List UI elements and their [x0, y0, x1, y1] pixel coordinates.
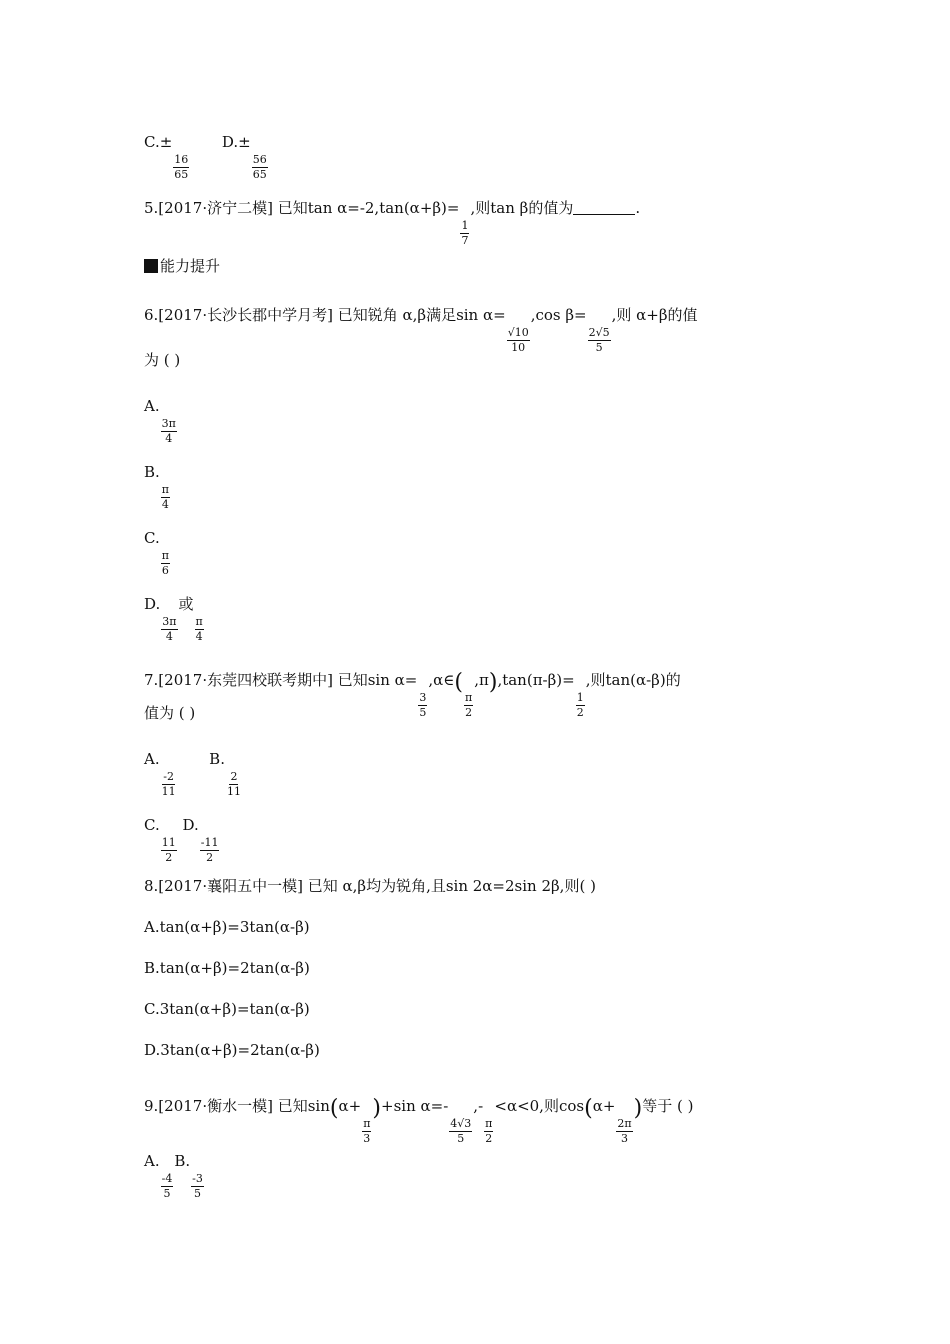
fraction-denominator: 2	[576, 706, 584, 719]
q6-text-suffix: ,则 α+β的值	[611, 306, 698, 324]
fraction-denominator: 5	[163, 1187, 171, 1200]
fraction-numerator: π	[161, 549, 169, 562]
q5-text-suffix: ,则tan β的值为	[470, 199, 574, 217]
section-title: 能力提升	[160, 257, 221, 275]
fraction-numerator: 16	[174, 153, 189, 166]
fraction-denominator: 4	[165, 630, 173, 643]
option-label: C.	[144, 529, 160, 547]
q9-option-b-fraction	[191, 1172, 204, 1201]
fraction-denominator: 2	[465, 706, 473, 719]
option-label: A.	[144, 1152, 160, 1170]
q7-fraction-2	[464, 691, 473, 720]
q7-option-c-fraction	[161, 836, 177, 865]
q6-text-mid: ,cos β=	[530, 306, 587, 324]
q7-stem-line2: 值为 ( )	[144, 704, 196, 722]
fraction-denominator: 5	[457, 1132, 465, 1145]
q9-fraction-4	[616, 1117, 632, 1146]
q9-text-mid1: +sin α=-	[381, 1097, 449, 1115]
fraction-denominator: 10	[511, 341, 526, 354]
q6-option-a-fraction	[161, 417, 177, 446]
fraction-numerator: -4	[161, 1172, 173, 1185]
q6-option-d[interactable]	[144, 594, 205, 644]
q7-option-c[interactable]	[144, 816, 178, 864]
q7-options-ab	[144, 749, 243, 799]
option-label: D.	[182, 816, 199, 834]
fraction-numerator: 2	[230, 770, 238, 783]
q7-text-prefix: 7.[2017·东莞四校联考期中] 已知sin α=	[144, 671, 418, 689]
fraction-denominator: 2	[485, 1132, 493, 1145]
q4-option-c-fraction	[173, 153, 189, 182]
section-heading	[144, 256, 220, 276]
q8-option-a[interactable]: A.tan(α+β)=3tan(α-β)	[144, 918, 310, 936]
q9-text-suffix: 等于 ( )	[642, 1097, 694, 1115]
fraction-denominator: 5	[595, 341, 603, 354]
option-label: B.	[209, 750, 225, 768]
q8-option-d[interactable]: D.3tan(α+β)=2tan(α-β)	[144, 1041, 320, 1059]
fraction-numerator: 11	[161, 836, 176, 849]
fraction-denominator: 11	[161, 785, 176, 798]
q7-fraction-3	[576, 691, 585, 720]
fraction-denominator: 5	[419, 706, 427, 719]
fraction-denominator: 5	[193, 1187, 201, 1200]
q7-text-suffix: ,则tan(α-β)的	[585, 671, 681, 689]
fraction-numerator: 3π	[161, 417, 176, 430]
q6-fraction-2	[588, 326, 611, 355]
q7-fraction-1	[418, 691, 427, 720]
q4-option-c-label: C.	[144, 133, 160, 151]
fraction-denominator: 4	[195, 630, 203, 643]
q6-text-prefix: 6.[2017·长沙长郡中学月考] 已知锐角 α,β满足sin α=	[144, 306, 506, 324]
q6-stem	[144, 305, 698, 355]
fraction-denominator: 65	[252, 168, 267, 181]
fraction-numerator: 3	[419, 691, 427, 704]
fraction-numerator: 1	[576, 691, 584, 704]
fraction-denominator: 7	[461, 234, 469, 247]
q9-fraction-1	[362, 1117, 371, 1146]
fraction-denominator: 11	[226, 785, 241, 798]
fraction-numerator: 4√3	[450, 1117, 472, 1130]
q6-option-d-fraction-2	[195, 615, 204, 644]
q9-alpha-plus: α+	[592, 1097, 616, 1115]
q6-option-b[interactable]	[144, 462, 171, 512]
q7-text-mid2: ,π	[474, 671, 489, 689]
left-paren: (	[329, 1096, 339, 1121]
q6-option-d-fraction-1	[161, 615, 177, 644]
fraction-denominator: 6	[161, 564, 169, 577]
fraction-denominator: 3	[621, 1132, 628, 1145]
q6-option-c-fraction	[161, 549, 170, 578]
fraction-numerator: √10	[507, 326, 529, 339]
q9-option-a-fraction	[161, 1172, 174, 1201]
right-paren: )	[633, 1096, 643, 1121]
q8-option-b[interactable]: B.tan(α+β)=2tan(α-β)	[144, 959, 310, 977]
fraction-numerator: π	[161, 483, 170, 496]
fraction-numerator: -2	[163, 770, 174, 783]
q6-option-c[interactable]	[144, 528, 171, 578]
q9-fraction-3	[484, 1117, 493, 1146]
q8-stem: 8.[2017·襄阳五中一模] 已知 α,β均为锐角,且sin 2α=2sin 2β,则( )	[144, 877, 596, 895]
q5-text-prefix: 5.[2017·济宁二模] 已知tan α=-2,tan(α+β)=	[144, 199, 460, 217]
fraction-numerator: π	[464, 691, 473, 704]
q7-option-a[interactable]	[144, 750, 178, 798]
q4-option-d-label: D.	[221, 133, 239, 151]
option-label: A.	[144, 397, 160, 415]
q7-option-d[interactable]	[182, 816, 221, 864]
q4-options-cd	[144, 132, 269, 182]
fraction-numerator: π	[363, 1117, 371, 1130]
q5-text-end: .	[635, 199, 641, 217]
q7-option-b[interactable]	[209, 750, 243, 798]
q5-stem	[144, 198, 640, 248]
option-label: A.	[144, 750, 160, 768]
option-label: B.	[144, 463, 160, 481]
right-paren: )	[372, 1096, 382, 1121]
fraction-denominator: 2	[165, 851, 173, 864]
q9-option-b[interactable]	[174, 1152, 205, 1200]
q5-answer-blank[interactable]	[573, 200, 635, 215]
fraction-denominator: 65	[174, 168, 189, 181]
q9-fraction-2	[449, 1117, 472, 1146]
q5-fraction	[460, 219, 469, 248]
left-paren: (	[454, 670, 463, 695]
q9-options-ab	[144, 1151, 205, 1201]
q9-text-prefix: 9.[2017·衡水一模] 已知sin	[144, 1097, 330, 1115]
fraction-numerator: 3π	[162, 615, 177, 628]
q9-stem	[144, 1096, 693, 1146]
q9-text-mid3: <α<0,则cos	[494, 1097, 585, 1115]
q9-alpha-plus: α+	[338, 1097, 362, 1115]
fraction-numerator: 2√5	[588, 326, 610, 339]
q7-stem	[144, 670, 681, 720]
q6-option-a[interactable]	[144, 396, 178, 446]
black-square-icon	[144, 259, 158, 273]
fraction-denominator: 3	[363, 1132, 371, 1145]
q4-option-d-fraction	[252, 153, 268, 182]
fraction-denominator: 4	[161, 498, 169, 511]
fraction-numerator: -3	[192, 1172, 203, 1185]
q4-option-c-sign: ±	[159, 133, 173, 151]
fraction-numerator: 1	[461, 219, 469, 232]
q6-option-d-or: 或	[178, 595, 194, 613]
right-paren: )	[488, 670, 498, 695]
option-label: D.	[144, 595, 161, 613]
q4-option-d-sign: ±	[238, 133, 251, 151]
fraction-denominator: 2	[206, 851, 214, 864]
q7-options-cd	[144, 815, 220, 865]
q8-option-c[interactable]: C.3tan(α+β)=tan(α-β)	[144, 1000, 310, 1018]
q9-text-mid2: ,-	[473, 1097, 484, 1115]
fraction-denominator: 4	[165, 432, 173, 445]
q7-option-d-fraction	[200, 836, 220, 865]
q6-option-b-fraction	[161, 483, 170, 512]
q7-option-b-fraction	[226, 770, 242, 799]
q7-option-a-fraction	[161, 770, 177, 799]
fraction-numerator: -11	[200, 836, 219, 849]
fraction-numerator: π	[195, 615, 203, 628]
fraction-numerator: π	[485, 1117, 493, 1130]
q9-option-a[interactable]	[144, 1152, 174, 1200]
q6-stem-line2: 为 ( )	[144, 351, 181, 369]
q6-fraction-1	[507, 326, 530, 355]
fraction-numerator: 56	[252, 153, 267, 166]
option-label: B.	[174, 1152, 191, 1170]
left-paren: (	[584, 1096, 593, 1121]
q7-text-mid1: ,α∈	[428, 671, 455, 689]
q7-text-mid3: ,tan(π-β)=	[497, 671, 575, 689]
fraction-numerator: 2π	[617, 1117, 632, 1130]
option-label: C.	[144, 816, 160, 834]
